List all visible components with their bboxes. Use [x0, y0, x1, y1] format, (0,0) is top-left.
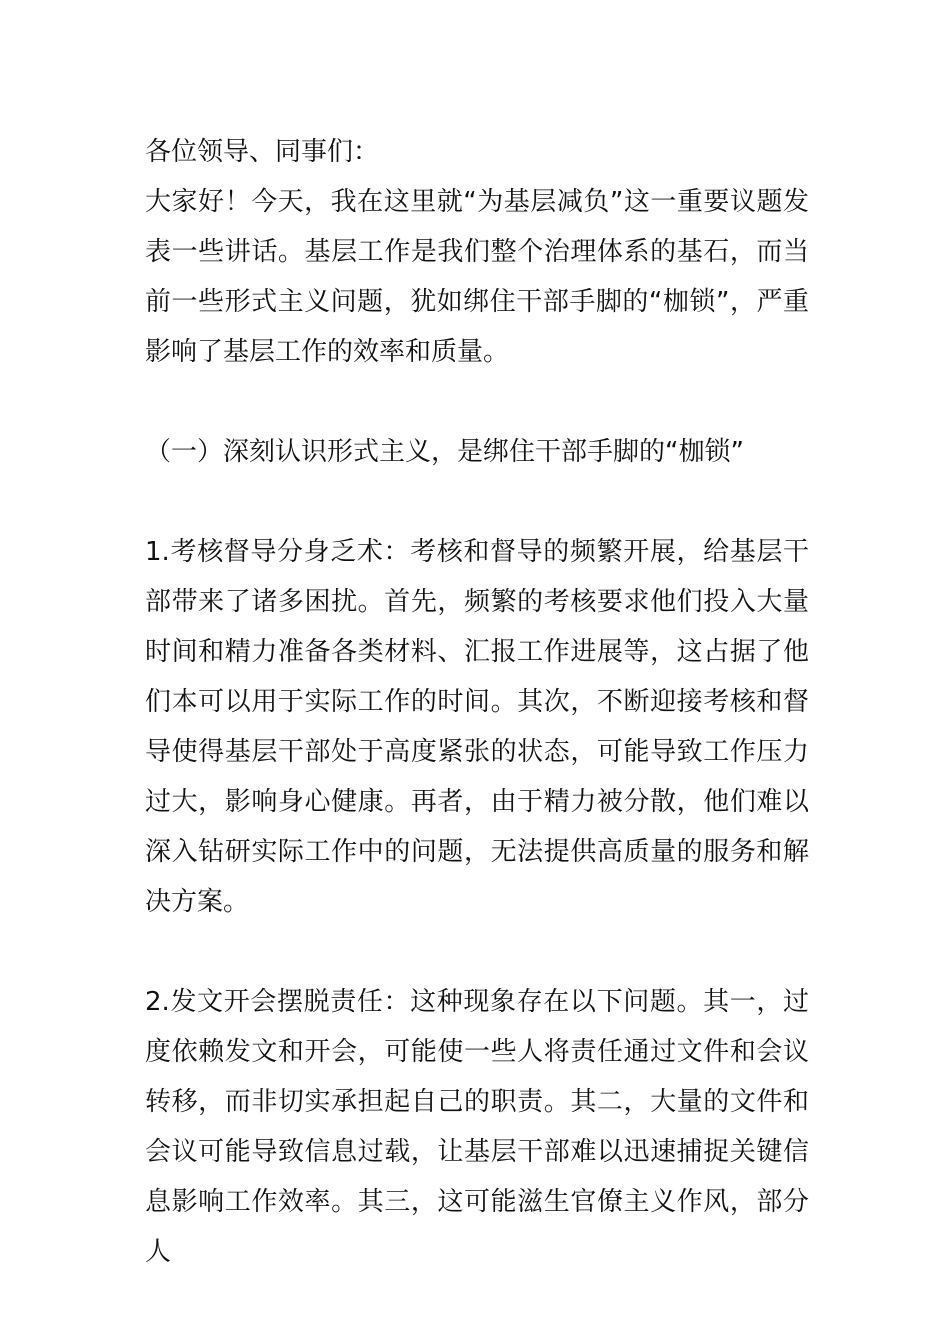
paragraph-spacer	[145, 377, 809, 427]
salutation: 各位领导、同事们：	[145, 137, 380, 167]
paragraph-spacer	[145, 477, 809, 527]
document-body	[145, 127, 809, 1277]
point-2-paragraph: 2.发文开会摆脱责任：这种现象存在以下问题。其一，过度依赖发文和开会，可能使一些人将责任通过文件和会议转移，而非切实承担起自己的职责。其二，大量的文件和会议可能导致信息过载，让基层干部难以迅速捕捉关键信息影响工作效率。其三，这可能滋生官僚主义作风，部分人	[145, 987, 809, 1267]
point-1-paragraph: 1.考核督导分身乏术：考核和督导的频繁开展，给基层干部带来了诸多困扰。首先，频繁的考核要求他们投入大量时间和精力准备各类材料、汇报工作进展等，这占据了他们本可以用于实际工作的时间。其次，不断迎接考核和督导使得基层干部处于高度紧张的状态，可能导致工作压力过大，影响身心健康。再者，由于精力被分散，他们难以深入钻研实际工作中的问题，无法提供高质量的服务和解决方案。	[145, 537, 809, 917]
paragraph-spacer	[145, 927, 809, 977]
intro-paragraph: 大家好！今天，我在这里就“为基层减负”这一重要议题发表一些讲话。基层工作是我们整个治理体系的基石，而当前一些形式主义问题，犹如绑住干部手脚的“枷锁”，严重影响了基层工作的效率和质量。	[145, 187, 809, 367]
section-heading: （一）深刻认识形式主义，是绑住干部手脚的“枷锁”	[145, 437, 744, 467]
